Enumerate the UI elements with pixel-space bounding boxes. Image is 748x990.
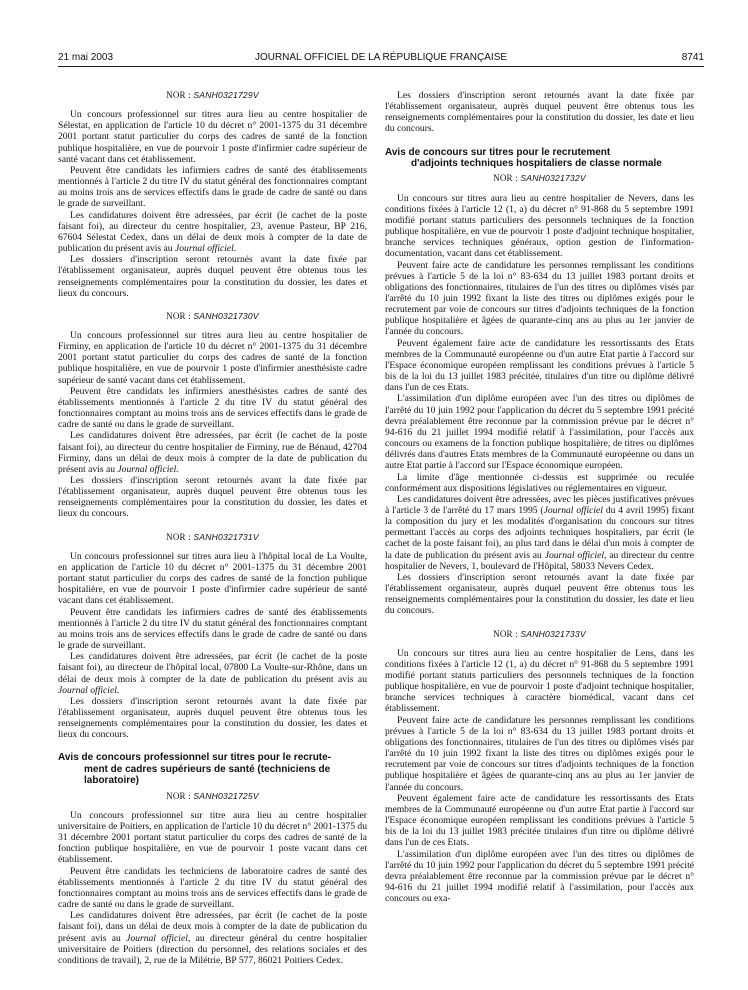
paragraph: L'assimilation d'un diplôme européen avec l'un des titres ou diplômes de l'arrêté du 10 juin 1992 pour l'application du décret du 5 septembre 1991 précité devra préalablement être reconnue par la commission prévue par le décret n° 94-616 du 21 juillet 1994 modifié relatif à l'assimilation, pour l'accès aux concours ou examens de la fonction publique hospitalière, de titres ou diplômes délivrés dans d'autres Etats membres de la Communauté européenne ou dans un autre Etat partie à l'accord sur l'Espace économique européen. — [385, 393, 694, 472]
page-header — [58, 50, 704, 66]
header-title: JOURNAL OFFICIEL DE LA RÉPUBLIQUE FRANÇAISE — [254, 52, 508, 63]
nor-reference — [58, 311, 367, 322]
nor-code: SANH0321732V — [520, 173, 586, 184]
header-date: 21 mai 2003 — [58, 52, 114, 63]
nor-reference — [58, 90, 367, 101]
left-column — [58, 90, 367, 966]
nor-label: NOR : — [493, 173, 521, 184]
paragraph: Peuvent être candidats les techniciens de laboratoire cadres de santé des établissements mentionnés à l'article 2 du titre IV du statut général des fonctionnaires comptant au moins trois ans de services effectifs dans le grade de cadre de santé ou dans le grade de surveillant. — [58, 865, 367, 911]
nor-label: NOR : — [166, 310, 194, 321]
nor-label: NOR : — [166, 90, 194, 100]
paragraph: L'assimilation d'un diplôme européen avec l'un des titres ou diplômes de l'arrêté du 10 juin 1992 pour l'application du décret du 5 septembre 1991 précité devra préalablement être reconnue par la commission prévue par le décret n° 94-616 du 21 juillet 1994 modifié relatif à l'assimilation, pour l'accès aux concours ou exa- — [385, 848, 694, 905]
nor-reference — [58, 791, 367, 802]
header-page-number: 8741 — [681, 52, 704, 63]
paragraph-text: Les candidatures doivent être adressées, avec les pièces justificatives prévues à l'article 3 de l'arrêté du 17 mars 1995 ( — [385, 493, 694, 516]
paragraph: Peuvent faire acte de candidature les personnes remplissant les conditions prévues à l'article 5 de la loi n° 83-634 du 13 juillet 1983 portant droits et obligations des fonctionnaires, titulaires de l'un des titres ou diplômes visés par l'arrêté du 10 juin 1992 fixant la liste des titres ou diplômes exigés pour le recrutement par voie de concours sur titres d'adjoints techniques de la fonction publique hospitalière et âgées de quarante-cinq ans au plus au 1er janvier de l'année du concours. — [385, 259, 694, 338]
section-heading — [385, 147, 694, 170]
paragraph: Les dossiers d'inscription seront retournés avant la date fixée par l'établissement organisateur, auprès duquel peuvent être obtenus tous les renseignements complémentaires pour la constitution du dossier, les date et lieu du concours. — [385, 90, 694, 135]
paragraph: Peuvent être candidats les infirmiers cadres de santé des établissements mentionnés à l'article 2 du titre IV du statut général des fonctionnaires comptant au moins trois ans de services effectifs dans le grade de cadre de santé ou dans le grade de surveillant. — [58, 164, 367, 210]
notice-sanh0321725v — [58, 752, 367, 966]
paragraph: Un concours sur titres aura lieu au centre hospitalier de Nevers, dans les conditions fixées à l'article 12 (1, a) du décret n° 91-868 du 5 septembre 1991 modifié portant statuts particuliers des personnels techniques de la fonction publique hospitalière, en vue de pourvoir 1 poste d'adjoint technique hospitalier, branche services techniques généraux, option gestion de l'information-documentation, vacant dans cet établissement. — [385, 192, 694, 260]
paragraph: Peuvent être candidats les infirmiers anesthésistes cadres de santé des établissements mentionnés à l'article 2 du titre IV du statut général des fonctionnaires comptant au moins trois ans de services effectifs dans le grade de cadre de santé ou dans le grade de surveillant. — [58, 385, 367, 431]
paragraph: Un concours professionnel sur titres aura lieu au centre hospitalier de Firminy, en application de l'article 10 du décret n° 2001-1375 du 31 décembre 2001 portant statut particulier du corps des cadres de santé de la fonction publique hospitalière, en vue de pourvoir 1 poste d'infirmier anesthésiste cadre supérieur de santé vacant dans cet établissement. — [58, 329, 367, 386]
paragraph: Un concours professionnel sur titres aura lieu au centre hospitalier de Sélestat, en application de l'article 10 du décret n° 2001-1375 du 31 décembre 2001 portant statut particulier du corps des cadres de santé de la fonction publique hospitalière, en vue de pourvoir 1 poste d'infirmier cadre supérieur de santé vacant dans cet établissement. — [58, 109, 367, 165]
section-heading-line: d'adjoints techniques hospitaliers de classe normale — [411, 158, 662, 170]
notice-sanh0321731v — [58, 532, 367, 741]
journal-reference: Journal officiel, — [126, 932, 191, 944]
paragraph: Peuvent également faire acte de candidature les ressortissants des Etats membres de la Communauté européenne ou d'un autre Etat partie à l'accord sur l'Espace économique européen remplissant les conditions prévues à l'article 5 bis de la loi du 13 juillet 1983 précitée, titulaires d'un titre ou diplôme délivré dans l'un de ces Etats. — [385, 337, 694, 394]
section-heading-line: Avis de concours professionnel sur titres pour le recrute- — [58, 752, 332, 764]
nor-code: SANH0321730V — [193, 310, 259, 321]
journal-reference: Journal officiel. — [174, 243, 237, 255]
paragraph-text: Les candidatures doivent être adressées, par écrit (le cachet de la poste faisant foi), au directeur de l'hôpital local, 07800 La Voulte-sur-Rhône, dans un délai de deux mois à compter de la date de publication du présent avis au — [58, 651, 367, 685]
notice-sanh0321729v — [58, 90, 367, 299]
journal-reference: Journal officiel — [543, 504, 603, 516]
nor-label: NOR : — [166, 790, 194, 801]
nor-code: SANH0321729V — [193, 90, 259, 100]
paragraph-text: Les candidatures doivent être adressées, par écrit (le cachet de la poste faisant foi), au directeur du centre hospitalier de Firminy, rue de Bénaud, 42704 Firminy, dans un délai de deux mois à compter de la date de publication du présent avis au — [58, 430, 367, 475]
nor-code: SANH0321725V — [193, 790, 259, 801]
paragraph: Les dossiers d'inscription seront retournés avant la date fixée par l'établissement organisateur, auprès duquel peuvent être obtenus tous les renseignements complémentaires pour la constitution du dossier, les dates et lieux du concours. — [58, 475, 367, 520]
paragraph-text: Les candidatures doivent être adressées, par écrit (le cachet de la poste faisant foi), dans un délai de deux mois à compter de la date de publication du présent avis au — [58, 910, 367, 944]
paragraph: Les dossiers d'inscription seront retournés avant la date fixée par l'établissement organisateur, auprès duquel peuvent être obtenus tous les renseignements complémentaires pour la constitution du dossier, les dates et lieux du concours. — [58, 695, 367, 741]
notice-sanh0321725v-continued — [385, 90, 694, 135]
paragraph — [385, 494, 694, 572]
paragraph-text: Les candidatures doivent être adressées, par écrit (le cachet de la poste faisant foi), au directeur du centre hospitalier, 23, avenue Pasteur, BP 216, 67604 Sélestat Cedex, dans un délai de deux mois à compter de la date de publication du présent avis au — [58, 209, 367, 255]
paragraph: Les dossiers d'inscription seront retournés avant la date fixée par l'établissement organisateur, auprès duquel peuvent être obtenus tous les renseignements complémentaires pour la constitution du dossier, les dates et lieux du concours. — [58, 254, 367, 299]
journal-reference: Journal officiel, — [544, 549, 607, 561]
section-heading — [58, 752, 367, 786]
notice-sanh0321733v — [385, 629, 694, 905]
paragraph: Un concours professionnel sur titre aura lieu au centre hospitalier universitaire de Poitiers, en application de l'article 10 du décret n° 2001-1375 du 31 décembre 2001 portant statut particulier du corps des cadres de santé de la fonction publique hospitalière, en vue de pourvoir 1 poste vacant dans cet établissement. — [58, 809, 368, 866]
paragraph — [58, 910, 367, 966]
paragraph: Peuvent être candidats les infirmiers cadres de santé des établissements mentionnés à l'article 2 du titre IV du statut général des fonctionnaires comptant au moins trois ans de services effectifs dans le grade de cadre de santé ou dans le grade de surveillant. — [58, 606, 367, 652]
nor-label: NOR : — [493, 628, 521, 639]
nor-code: SANH0321731V — [193, 531, 259, 542]
paragraph: Peuvent également faire acte de candidature les ressortissants des Etats membres de la Communauté européenne ou d'un autre Etat partie à l'accord sur l'Espace économique européen remplissant les conditions prévues à l'article 5 bis de la loi du 13 juillet 1983 précitée titulaires d'un titre ou diplôme délivré dans l'un de ces Etats. — [385, 792, 694, 849]
paragraph: La limite d'âge mentionnée ci-dessus est supprimée ou reculée conformément aux dispositions législatives ou réglementaires en vigueur. — [385, 471, 694, 494]
nor-code: SANH0321733V — [520, 628, 586, 639]
nor-reference — [58, 532, 367, 543]
right-column — [385, 90, 694, 904]
journal-reference: Journal officiel. — [117, 463, 179, 475]
notice-sanh0321732v — [385, 147, 694, 617]
paragraph: Un concours professionnel sur titres aura lieu à l'hôpital local de La Voulte, en application de l'article 10 du décret n° 2001-1375 du 31 décembre 2001 portant statut particulier du corps des cadres de santé de la fonction publique hospitalière, en vue de pourvoir 1 poste d'infirmier cadre supérieur de santé vacant dans cet établissement. — [58, 550, 367, 607]
section-heading-line: ment de cadres supérieurs de santé (techniciens de laboratoire) — [84, 763, 331, 787]
journal-reference: Journal officiel. — [58, 684, 120, 696]
header-rule — [58, 66, 704, 67]
paragraph — [58, 210, 367, 255]
nor-reference — [385, 173, 694, 184]
nor-reference — [385, 629, 694, 640]
paragraph-text: au directeur du centre hospitalier de Nevers, 1, boulevard de l'Hôpital, 58033 Nevers Cedex. — [385, 549, 694, 572]
paragraph-text: au directeur général du centre hospitalier universitaire de Poitiers (direction du personnel, des relations sociales et des conditions de travail), 2, rue de la Milétrie, BP 577, 86021 Poitiers Cedex. — [58, 932, 367, 966]
paragraph: Les dossiers d'inscription seront retournés avant la date fixée par l'établissement organisateur, auprès duquel peuvent être obtenus tous les renseignements complémentaires pour la constitution du dossier, les date et lieu du concours. — [385, 571, 694, 617]
paragraph: Peuvent faire acte de candidature les personnes remplissant les conditions prévues à l'article 5 de la loi n° 83-634 du 13 juillet 1983 portant droits et obligations des fonctionnaires, titulaires de l'un des titres ou diplômes visés par l'arrêté du 10 juin 1992 fixant la liste des titres ou diplômes exigés pour le recrutement par voie de concours sur titres d'adjoints techniques de la fonction publique hospitalière et âgées de quarante-cinq ans au plus au 1er janvier de l'année du concours. — [385, 714, 694, 793]
section-heading-line: Avis de concours sur titres pour le recrutement — [385, 146, 611, 158]
paragraph — [58, 430, 367, 475]
paragraph-text: du 4 avril 1995) fixant la composition du jury et les modalités d'organisation du concours sur titres permettant l'accès au corps des adjoints techniques hospitaliers, par écrit (le cachet de la poste faisant foi), au plus tard dans le délai d'un mois à compter de la date de publication du présent avis au — [385, 504, 694, 561]
nor-label: NOR : — [166, 531, 194, 542]
notice-sanh0321730v — [58, 311, 367, 520]
paragraph — [58, 651, 367, 696]
paragraph: Un concours sur titres aura lieu au centre hospitalier de Lens, dans les conditions fixées à l'article 12 (1, a) du décret n° 91-868 du 5 septembre 1991 modifié portant statuts particuliers des personnels techniques de la fonction publique hospitalière, en vue de pourvoir 1 poste d'adjoint technique hospitalier, branche services techniques à caractère biomédical, vacant dans cet établissement. — [385, 647, 694, 715]
